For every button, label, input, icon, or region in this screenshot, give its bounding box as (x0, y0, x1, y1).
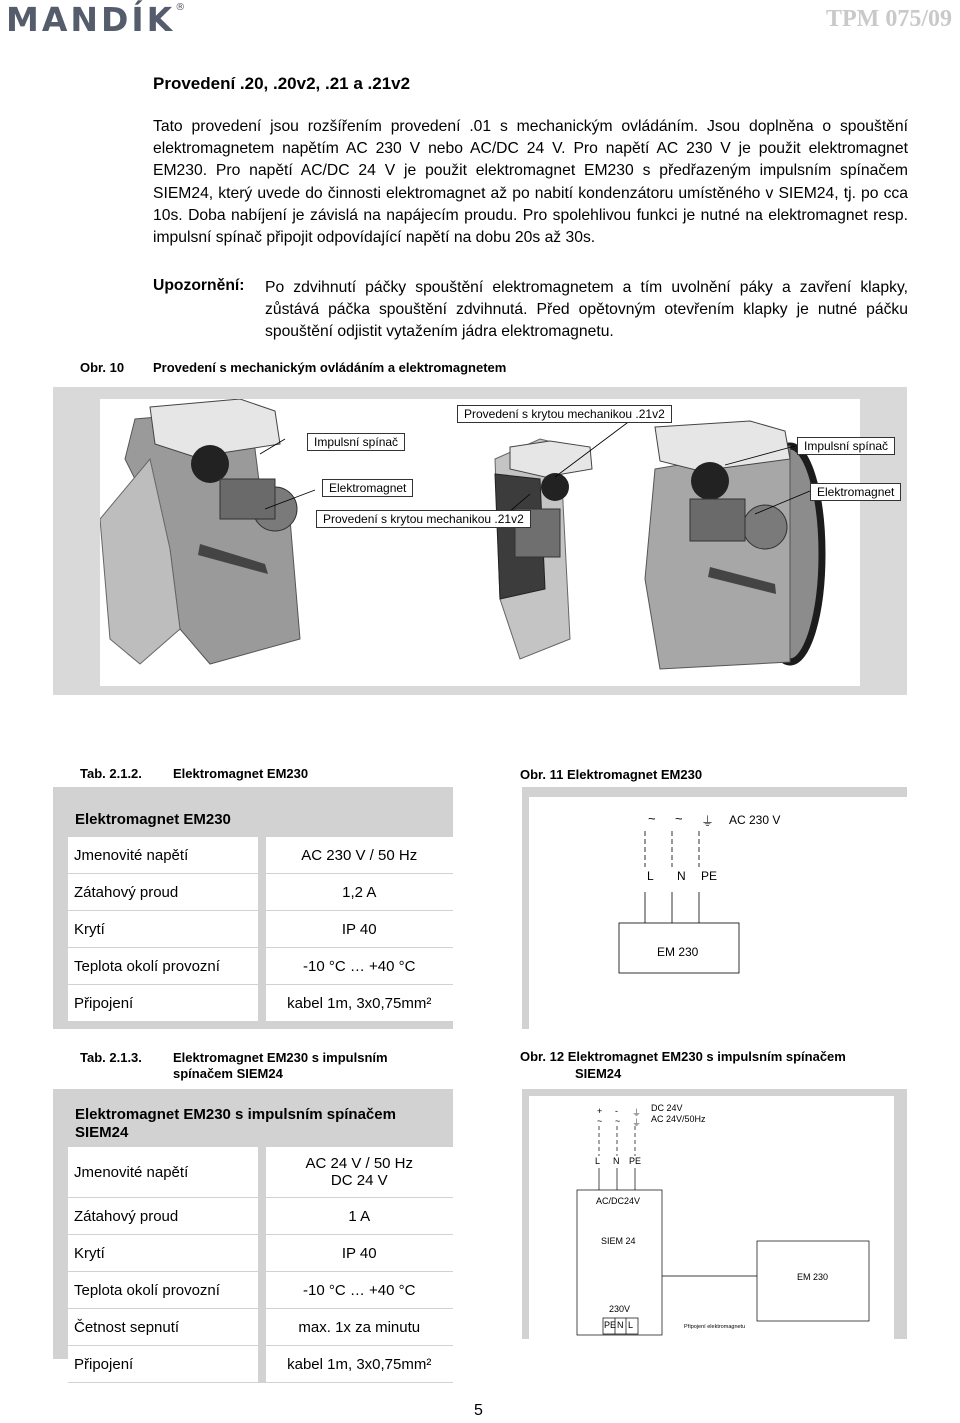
supply-ac-label: AC 24V/50Hz (651, 1114, 706, 1124)
row-label: Zátahový proud (68, 874, 262, 911)
figure10-photo (53, 387, 907, 695)
figure10-number: Obr. 10 (80, 360, 125, 375)
warning-label: Upozornění: (153, 277, 245, 294)
ground-icon: ⏚ (632, 1108, 642, 1118)
row-label: Připojení (68, 985, 262, 1022)
out-terminal-L: L (628, 1320, 634, 1330)
callout-hidden-mechanics-bottom: Provedení s krytou mechanikou .21v2 (316, 510, 531, 528)
device-label: EM 230 (657, 945, 699, 959)
callout-hidden-mechanics-top: Provedení s krytou mechanikou .21v2 (457, 405, 672, 423)
table-row (68, 837, 453, 874)
block-siem-label: SIEM 24 (601, 1236, 636, 1246)
row-label: Teplota okolí provozní (68, 948, 262, 985)
callout-electromagnet-right: Elektromagnet (810, 483, 901, 501)
row-value: kabel 1m, 3x0,75mm² (262, 1346, 454, 1383)
row-value: -10 °C … +40 °C (262, 1272, 454, 1309)
symbol-plus: + (597, 1106, 603, 1116)
table-row (68, 985, 453, 1022)
page-number: 5 (474, 1402, 483, 1419)
figure11-title: Obr. 11 Elektromagnet EM230 (520, 767, 703, 782)
block-acdc-label: AC/DC24V (596, 1196, 641, 1206)
out-terminal-N: N (617, 1320, 624, 1330)
table213-header-line2: SIEM24 (75, 1124, 129, 1141)
ground-icon: ⏚ (632, 1118, 642, 1128)
symbol-ac: ~ (615, 1116, 621, 1126)
row-value: max. 1x za minutu (262, 1309, 454, 1346)
row-value: AC 230 V / 50 Hz (262, 837, 454, 874)
ground-icon: ⏚ (701, 814, 715, 829)
row-value: kabel 1m, 3x0,75mm² (262, 985, 454, 1022)
row-label: Jmenovité napětí (68, 837, 262, 874)
table212-number: Tab. 2.1.2. (80, 766, 142, 781)
section-paragraph: Tato provedení jsou rozšířením provedení .01 s mechanickým ovládáním. Jsou doplněna o spouštění elektromagnetem napětím AC 230 V nebo AC/DC 24 V. Pro napětí AC 230 V je použit elektromagnet EM230. Pro napětí AC/DC 24 V je použit elektromagnet EM230 s předřazeným impulsním spínačem SIEM24, který uvede do činnosti elektromagnet až po nabití kondenzátoru umístěného v SIEM24, tj. po cca 10s. Doba nabíjení je závislá na napájecím proudu. Pro spolehlivou funkci je nutné na elektromagnet resp. impulsní spínač připojit odpovídající napětí na dobu 20s až 30s. (153, 118, 908, 247)
row-value: IP 40 (262, 911, 454, 948)
table-row (68, 1198, 453, 1235)
figure10-photo-area (100, 399, 895, 686)
callout-impulse-switch-left: Impulsní spínač (307, 433, 405, 451)
table212-header: Elektromagnet EM230 (75, 811, 231, 828)
table-row (68, 874, 453, 911)
figure12-title-line2: SIEM24 (575, 1066, 622, 1081)
table-row (68, 1309, 453, 1346)
row-label: Krytí (68, 911, 262, 948)
table-row (68, 948, 453, 985)
row-value: 1,2 A (262, 874, 454, 911)
device-label: EM 230 (797, 1272, 829, 1282)
terminal-PE: PE (701, 869, 718, 883)
figure10-title: Provedení s mechanickým ovládáním a elektromagnetem (153, 360, 507, 375)
wiring-diagram-em230 (529, 797, 907, 1029)
table213-header-line1: Elektromagnet EM230 s impulsním spínačem (75, 1106, 396, 1123)
supply-dc-label: DC 24V (651, 1103, 683, 1113)
table-row (68, 1235, 453, 1272)
table212-frame (53, 787, 453, 1029)
table-row (68, 1147, 453, 1198)
symbol-ac: ~ (675, 811, 683, 826)
callout-impulse-switch-right: Impulsní spínač (797, 437, 895, 455)
row-label: Jmenovité napětí (68, 1147, 262, 1198)
row-value: -10 °C … +40 °C (262, 948, 454, 985)
table-row (68, 1346, 453, 1383)
table213-number: Tab. 2.1.3. (80, 1050, 142, 1065)
terminal-L: L (647, 869, 654, 883)
table213-title-line1: Elektromagnet EM230 s impulsním (173, 1050, 388, 1065)
block-230-label: 230V (609, 1304, 631, 1314)
table-row (68, 911, 453, 948)
row-label: Četnost sepnutí (68, 1309, 262, 1346)
symbol-ac: ~ (648, 811, 656, 826)
damper-illustration (100, 399, 860, 686)
terminal-PE: PE (629, 1156, 642, 1166)
warning-text: Po zdvihnutí páčky spouštění elektromagnetem a tím uvolnění páky a zavření klapky, zůstává páčka spouštění zdvihnutá. Před opětovným otevřením klapky je nutné páčku spouštění odjistit vytažením jádra elektromagnetu. (265, 279, 908, 341)
figure11-diagram (522, 787, 907, 1029)
row-value: IP 40 (262, 1235, 454, 1272)
document-id: TPM 075/09 (826, 6, 952, 32)
section-heading: Provedení .20, .20v2, .21 a .21v2 (153, 74, 411, 93)
callout-electromagnet-left: Elektromagnet (322, 479, 413, 497)
row-value: AC 24 V / 50 Hz DC 24 V (262, 1147, 454, 1198)
supply-label: AC 230 V (729, 813, 781, 827)
symbol-minus: - (615, 1106, 618, 1116)
row-label: Připojení (68, 1346, 262, 1383)
table213-title-line2: spínačem SIEM24 (173, 1066, 283, 1081)
figure12-diagram (522, 1089, 907, 1339)
table-row (68, 1272, 453, 1309)
table213 (68, 1147, 453, 1383)
diagram-footnote: Připojení elektromagnetu (684, 1324, 746, 1330)
symbol-ac: ~ (597, 1116, 603, 1126)
terminal-N: N (677, 869, 686, 883)
out-terminal-PE: PE (604, 1320, 617, 1330)
table212 (68, 837, 453, 1022)
row-label: Zátahový proud (68, 1198, 262, 1235)
table212-title: Elektromagnet EM230 (173, 766, 309, 781)
wiring-diagram-siem24 (529, 1096, 894, 1339)
row-label: Teplota okolí provozní (68, 1272, 262, 1309)
terminal-N: N (613, 1156, 620, 1166)
table213-frame (53, 1089, 453, 1373)
row-label: Krytí (68, 1235, 262, 1272)
figure12-title-line1: Obr. 12 Elektromagnet EM230 s impulsním spínačem (520, 1049, 846, 1064)
mandik-logo: MANDÍK® (6, 0, 186, 39)
row-value: 1 A (262, 1198, 454, 1235)
terminal-L: L (595, 1156, 601, 1166)
